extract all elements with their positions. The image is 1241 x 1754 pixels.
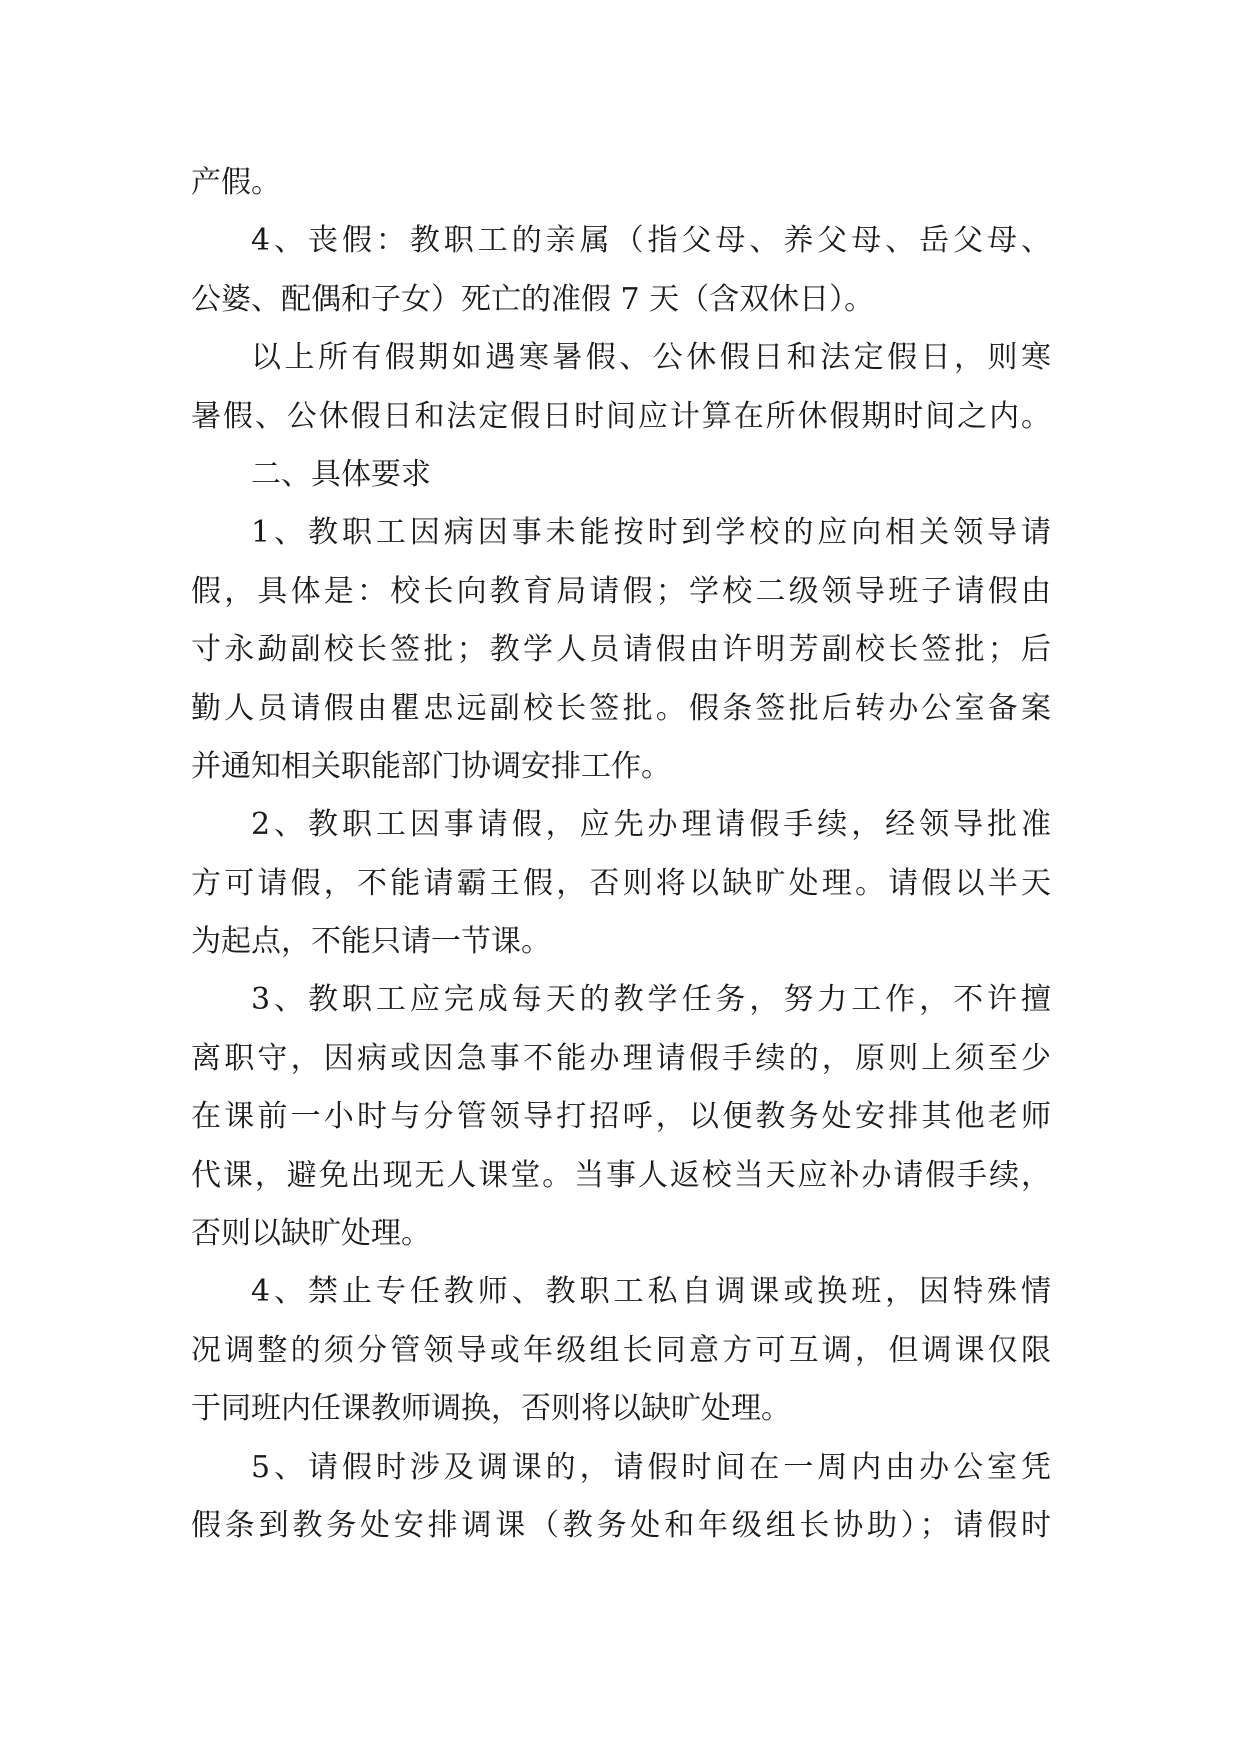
text-line: 5、请假时涉及调课的，请假时间在一周内由办公室凭 (251, 1449, 1051, 1485)
text-line: 方可请假，不能请霸王假，否则将以缺旷处理。请假以半天 (191, 865, 1051, 901)
text-line: 3、教职工应完成每天的教学任务，努力工作，不许擅 (251, 982, 1051, 1018)
text-line: 暑假、公休假日和法定假日时间应计算在所休假期时间之内。 (191, 398, 1051, 434)
text-line: 在课前一小时与分管领导打招呼，以便教务处安排其他老师 (191, 1099, 1051, 1135)
text-line: 4、禁止专任教师、教职工私自调课或换班，因特殊情 (251, 1274, 1051, 1310)
document-body (191, 154, 1051, 1555)
text-line: 2、教职工因事请假，应先办理请假手续，经领导批准 (251, 807, 1051, 843)
text-line: 代课，避免出现无人课堂。当事人返校当天应补办请假手续， (191, 1157, 1051, 1193)
text-line: 寸永勐副校长签批；教学人员请假由许明芳副校长签批；后 (191, 632, 1051, 668)
section-heading: 二、具体要求 (251, 456, 431, 492)
text-line: 否则以缺旷处理。 (191, 1216, 431, 1252)
text-line: 况调整的须分管领导或年级组长同意方可互调，但调课仅限 (191, 1332, 1051, 1368)
text-line: 并通知相关职能部门协调安排工作。 (191, 748, 671, 784)
text-line: 于同班内任课教师调换，否则将以缺旷处理。 (191, 1391, 791, 1427)
text-line: 以上所有假期如遇寒暑假、公休假日和法定假日，则寒 (251, 340, 1051, 376)
text-line: 公婆、配偶和子女）死亡的准假 7 天（含双休日）。 (191, 281, 875, 317)
text-line: 离职守，因病或因急事不能办理请假手续的，原则上须至少 (191, 1040, 1051, 1076)
text-line: 假，具体是：校长向教育局请假；学校二级领导班子请假由 (191, 573, 1051, 609)
text-line: 4、丧假：教职工的亲属（指父母、养父母、岳父母、 (251, 223, 1051, 259)
text-line: 勤人员请假由瞿忠远副校长签批。假条签批后转办公室备案 (191, 690, 1051, 726)
text-line: 1、教职工因病因事未能按时到学校的应向相关领导请 (251, 515, 1051, 551)
text-line: 产假。 (191, 165, 281, 200)
text-line: 为起点，不能只请一节课。 (191, 924, 551, 960)
text-line: 假条到教务处安排调课（教务处和年级组长协助）；请假时 (191, 1507, 1051, 1543)
